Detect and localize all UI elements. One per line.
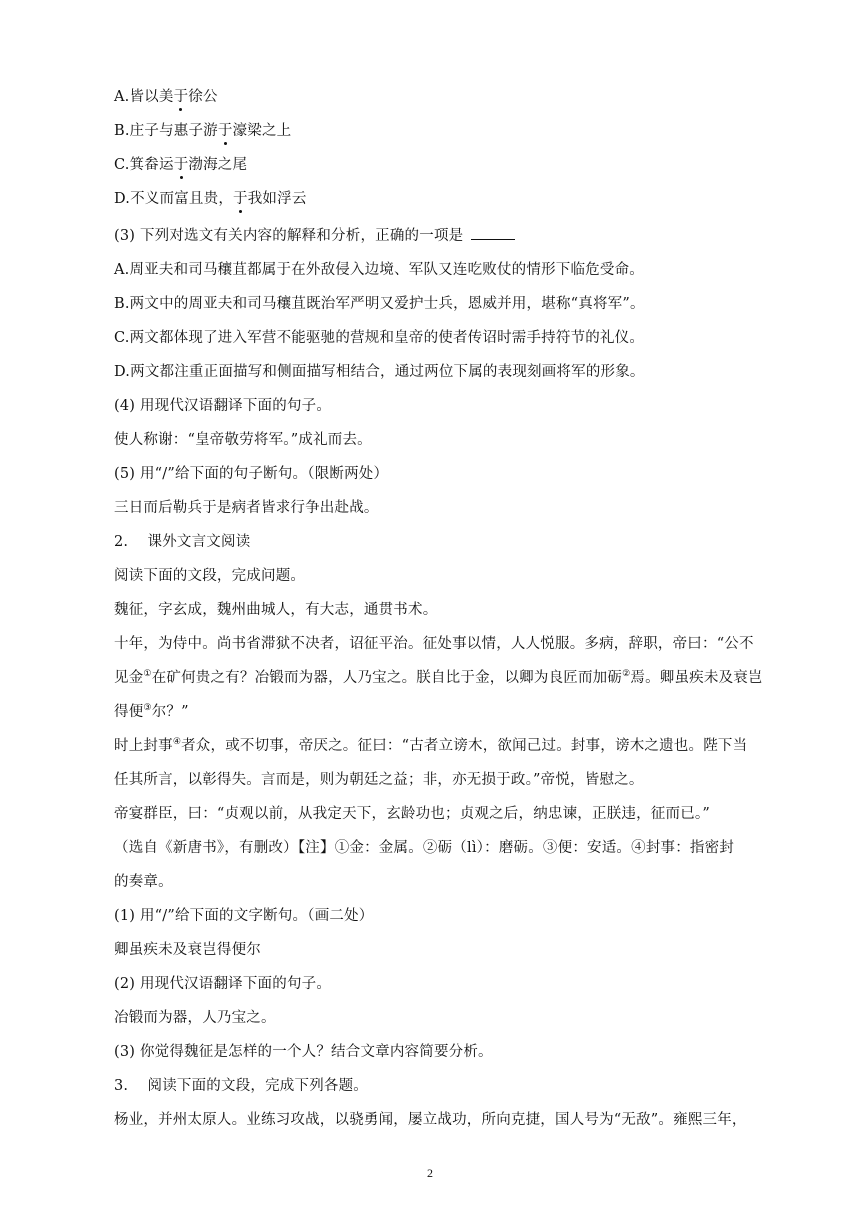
q3-option-b: B.两文中的周亚夫和司马穰苴既治军严明又爱护士兵，恩威并用，堪称“真将军”。 bbox=[114, 296, 645, 312]
page-number: 2 bbox=[427, 1166, 433, 1180]
s2-q2-prompt: (2) 用现代汉语翻译下面的句子。 bbox=[114, 976, 332, 992]
passage-paragraph-2-line-2: 见金①在矿何贵之有？冶锻而为器，人乃宝之。朕自比于金，以卿为良匠而加砺②焉。卿虽疾未及衰岂 bbox=[114, 669, 763, 686]
s2-q1-prompt: (1) 用“/”给下面的文字断句。（画二处） bbox=[114, 908, 374, 924]
passage-paragraph-3-line-1: 时上封事④者众，或不切事，帝厌之。征曰：“古者立谤木，欲闻己过。封事，谤木之遗也。陛下当 bbox=[114, 737, 748, 754]
q2-option-a: A.皆以美于徐公 bbox=[114, 89, 218, 105]
passage-paragraph-1: 魏征，字玄成，魏州曲城人，有大志，通贯书术。 bbox=[114, 602, 438, 618]
q5-sentence: 三日而后勒兵于是病者皆求行争出赴战。 bbox=[114, 500, 379, 516]
q2-option-c: C.箕畚运于渤海之尾 bbox=[114, 157, 248, 173]
passage-paragraph-4: 帝宴群臣，曰：“贞观以前，从我定天下，玄龄功也；贞观之后，纳忠谏，正朕违，征而已。” bbox=[114, 806, 710, 822]
emphasis-dot-char: 于 bbox=[217, 123, 233, 139]
q4-sentence: 使人称谢：“皇帝敬劳将军。”成礼而去。 bbox=[114, 432, 372, 448]
q5-prompt: (5) 用“/”给下面的句子断句。（限断两处） bbox=[114, 466, 389, 482]
source-note-line-2: 的奏章。 bbox=[114, 874, 173, 890]
passage-paragraph-3-line-2: 任其所言，以彰得失。言而是，则为朝廷之益；非，亦无损于政。”帝悦，皆慰之。 bbox=[114, 772, 644, 788]
q2-option-b: B.庄子与惠子游于濠梁之上 bbox=[114, 123, 292, 139]
s2-q2-text: 冶锻而为器，人乃宝之。 bbox=[114, 1010, 276, 1026]
s2-q1-text: 卿虽疾未及衰岂得便尔 bbox=[114, 942, 261, 958]
section3-paragraph-1: 杨业，并州太原人。业练习攻战，以骁勇闻，屡立战功，所向克捷，国人号为“无敌”。雍熙三年， bbox=[114, 1112, 747, 1128]
q3-prompt: (3) 下列对选文有关内容的解释和分析，正确的一项是 bbox=[114, 226, 515, 246]
section2-heading: 2. 课外文言文阅读 bbox=[114, 534, 251, 550]
emphasis-dot-char: 于 bbox=[173, 157, 189, 173]
passage-paragraph-2-line-1: 十年，为侍中。尚书省滞狱不决者，诏征平治。征处事以情，人人悦服。多病，辞职，帝曰：“公不 bbox=[114, 636, 754, 652]
q3-option-a: A.周亚夫和司马穰苴都属于在外敌侵入边境、军队又连吃败仗的情形下临危受命。 bbox=[114, 262, 644, 278]
emphasis-dot-char: 于 bbox=[173, 89, 189, 105]
source-note-line-1: （选自《新唐书》，有删改）【注】①金：金属。②砺（lì）：磨砺。③便：安适。④封事：指密封 bbox=[114, 840, 735, 856]
emphasis-dot-char: 于 bbox=[233, 191, 248, 207]
section2-instruction: 阅读下面的文段，完成问题。 bbox=[114, 568, 306, 584]
q3-option-d: D.两文都注重正面描写和侧面描写相结合，通过两位下属的表现刻画将军的形象。 bbox=[114, 364, 645, 380]
s2-q3-prompt: (3) 你觉得魏征是怎样的一个人？结合文章内容简要分析。 bbox=[114, 1044, 493, 1060]
q3-option-c: C.两文都体现了进入军营不能驱驰的营规和皇帝的使者传诏时需手持符节的礼仪。 bbox=[114, 330, 645, 346]
passage-paragraph-2-line-3: 得便③尔？” bbox=[114, 703, 189, 720]
answer-blank bbox=[471, 227, 515, 240]
q4-prompt: (4) 用现代汉语翻译下面的句子。 bbox=[114, 398, 332, 414]
section3-heading: 3. 阅读下面的文段，完成下列各题。 bbox=[114, 1078, 368, 1094]
q2-option-d: D.不义而富且贵，于我如浮云 bbox=[114, 191, 307, 207]
